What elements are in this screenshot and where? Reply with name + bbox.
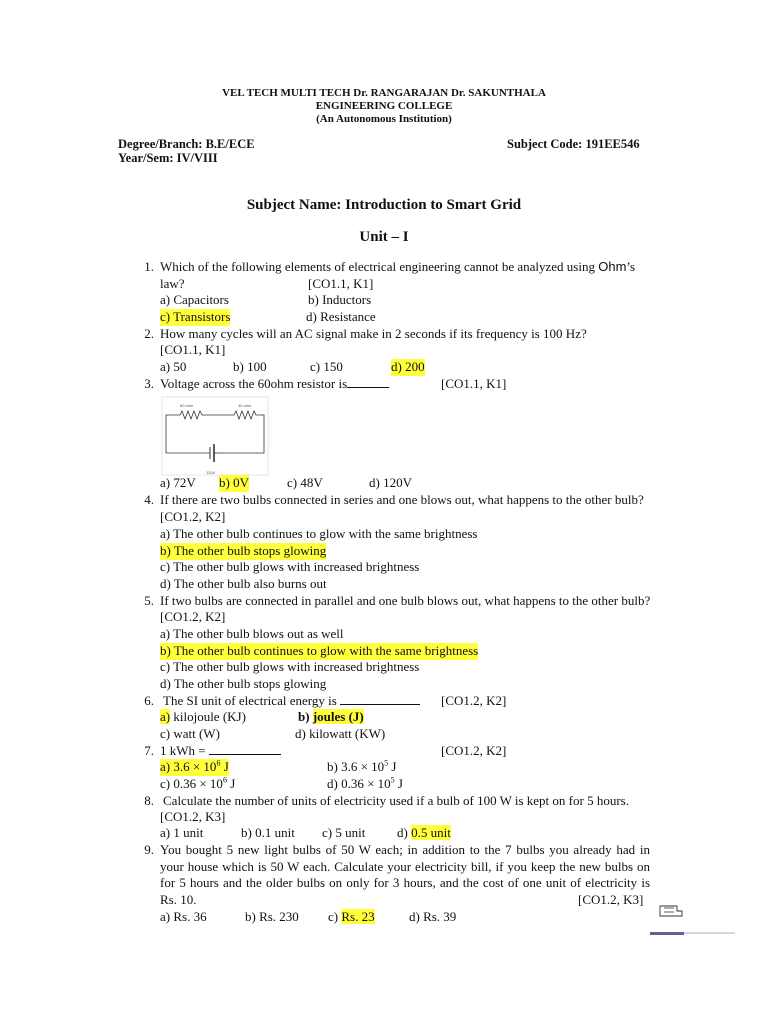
question-number: 3. bbox=[144, 376, 154, 391]
option-d-answer: d) 200 bbox=[391, 359, 425, 374]
co-tag: [CO1.2, K2] bbox=[441, 693, 507, 708]
question-text-cont: law? bbox=[160, 276, 185, 291]
option-c: c) $0.36 \times 10^6$ J bbox=[160, 775, 236, 791]
footer-bar-accent bbox=[650, 932, 684, 935]
degree-branch: Degree/Branch: B.E/ECE bbox=[118, 137, 255, 151]
option-a-answer: a) $3.6 \times 10^6$ J bbox=[160, 758, 229, 774]
option-c: c) 150 bbox=[310, 359, 343, 374]
battery-label: 120V bbox=[206, 470, 216, 475]
option-d: d) The other bulb stops glowing bbox=[160, 676, 327, 691]
option-a: a) Rs. 36 bbox=[160, 909, 207, 924]
college-name-line2: ENGINEERING COLLEGE bbox=[315, 100, 453, 112]
option-d-answer: d) 0.5 unit bbox=[397, 825, 451, 840]
option-b-answer: b) The other bulb stops glowing bbox=[160, 543, 327, 558]
answer-blank bbox=[209, 743, 281, 755]
question-number: 6. bbox=[144, 693, 154, 708]
unit-title: Unit – I bbox=[359, 229, 409, 245]
option-c: c) watt (W) bbox=[160, 726, 220, 741]
co-tag: [CO1.1, K1] bbox=[308, 276, 374, 291]
question-text: Voltage across the 60ohm resistor is bbox=[160, 376, 389, 393]
option-d: d) kilowatt (KW) bbox=[295, 726, 386, 741]
co-tag: [CO1.2, K2] bbox=[160, 509, 226, 524]
question-number: 5. bbox=[144, 593, 154, 608]
question-text-end: Rs. 10. bbox=[160, 892, 197, 907]
option-b-answer: b) joules (J) bbox=[298, 709, 364, 724]
question-text: Which of the following elements of electrical engineering cannot be analyzed using Ohm’s bbox=[160, 259, 636, 274]
answer-blank bbox=[340, 693, 420, 705]
option-c-answer: c) Transistors bbox=[160, 309, 231, 324]
option-c: c) 5 unit bbox=[322, 825, 366, 840]
question-text: If two bulbs are connected in parallel and one bulb blows out, what happens to the other bulb? bbox=[160, 593, 651, 608]
college-name-line1: VEL TECH MULTI TECH Dr. RANGARAJAN Dr. SAKUNTHALA bbox=[222, 87, 546, 99]
option-b: b) 100 bbox=[233, 359, 267, 374]
question-text: The SI unit of electrical energy is bbox=[163, 693, 420, 710]
co-tag: [CO1.2, K2] bbox=[160, 609, 226, 624]
circuit-wire-left bbox=[166, 423, 210, 453]
option-c: c) The other bulb glows with increased brightness bbox=[160, 659, 420, 674]
year-sem: Year/Sem: IV/VIII bbox=[118, 151, 218, 165]
option-b-answer: b) 0V bbox=[219, 475, 249, 490]
co-tag: [CO1.2, K2] bbox=[441, 743, 507, 758]
option-c: c) The other bulb glows with increased brightness bbox=[160, 559, 420, 574]
option-a: a) kilojoule (KJ) bbox=[160, 709, 246, 724]
option-b-answer: b) The other bulb continues to glow with the same brightness bbox=[160, 643, 479, 658]
question-text: You bought 5 new light bulbs of 50 W each; in addition to the 7 bulbs you already had in your house which is 50 W each. Calculate your electricity bill, if you keep the new bulbs on for 5 hours and the older bulbs on only for 3 hours, and the cost of one unit of electricity is bbox=[160, 842, 650, 891]
resistor-2-label: 40 ohm bbox=[238, 403, 252, 408]
question-text: 1 kWh = bbox=[160, 743, 281, 760]
option-a: a) 50 bbox=[160, 359, 187, 374]
option-d: d) The other bulb also burns out bbox=[160, 576, 327, 591]
question-text: How many cycles will an AC signal make in 2 seconds if its frequency is 100 Hz? bbox=[160, 326, 587, 341]
option-d: d) Resistance bbox=[306, 309, 376, 324]
option-d: d) $0.36 \times 10^5$ J bbox=[327, 775, 403, 791]
question-number: 9. bbox=[144, 842, 154, 857]
option-c: c) 48V bbox=[287, 475, 323, 490]
resistor-1-label: 60 ohm bbox=[180, 403, 194, 408]
question-number: 4. bbox=[144, 492, 154, 507]
question-number: 8. bbox=[144, 793, 154, 808]
option-b: b) Rs. 230 bbox=[245, 909, 299, 924]
co-tag: [CO1.1, K1] bbox=[160, 342, 226, 357]
question-number: 2. bbox=[144, 326, 154, 341]
co-tag: [CO1.1, K1] bbox=[441, 376, 507, 391]
question-number: 1. bbox=[144, 259, 154, 274]
option-a: a) 72V bbox=[160, 475, 196, 490]
subject-name: Subject Name: Introduction to Smart Grid bbox=[246, 197, 522, 213]
option-d: d) Rs. 39 bbox=[409, 909, 457, 924]
co-tag: [CO1.2, K3] bbox=[160, 809, 226, 824]
question-text: If there are two bulbs connected in series and one blows out, what happens to the other bulb? bbox=[160, 492, 644, 507]
question-text: Calculate the number of units of electricity used if a bulb of 100 W is kept on for 5 hours. bbox=[163, 793, 629, 808]
option-a: a) The other bulb blows out as well bbox=[160, 626, 344, 641]
co-tag: [CO1.2, K3] bbox=[578, 892, 644, 907]
college-subtitle: (An Autonomous Institution) bbox=[316, 113, 452, 125]
option-a: a) 1 unit bbox=[160, 825, 204, 840]
circuit-wire-top bbox=[166, 411, 264, 453]
option-d: d) 120V bbox=[369, 475, 412, 490]
option-a: a) The other bulb continues to glow with the same brightness bbox=[160, 526, 478, 541]
page-fold-icon bbox=[659, 904, 683, 918]
subject-code: Subject Code: 191EE546 bbox=[507, 137, 640, 151]
answer-blank bbox=[347, 376, 389, 388]
circuit-diagram bbox=[160, 395, 270, 477]
option-b: b) 0.1 unit bbox=[241, 825, 295, 840]
question-number: 7. bbox=[144, 743, 154, 758]
option-b: b) Inductors bbox=[308, 292, 372, 307]
option-c-answer: c) Rs. 23 bbox=[328, 909, 375, 924]
option-b: b) $3.6 \times 10^5$ J bbox=[327, 758, 397, 774]
option-a: a) Capacitors bbox=[160, 292, 229, 307]
